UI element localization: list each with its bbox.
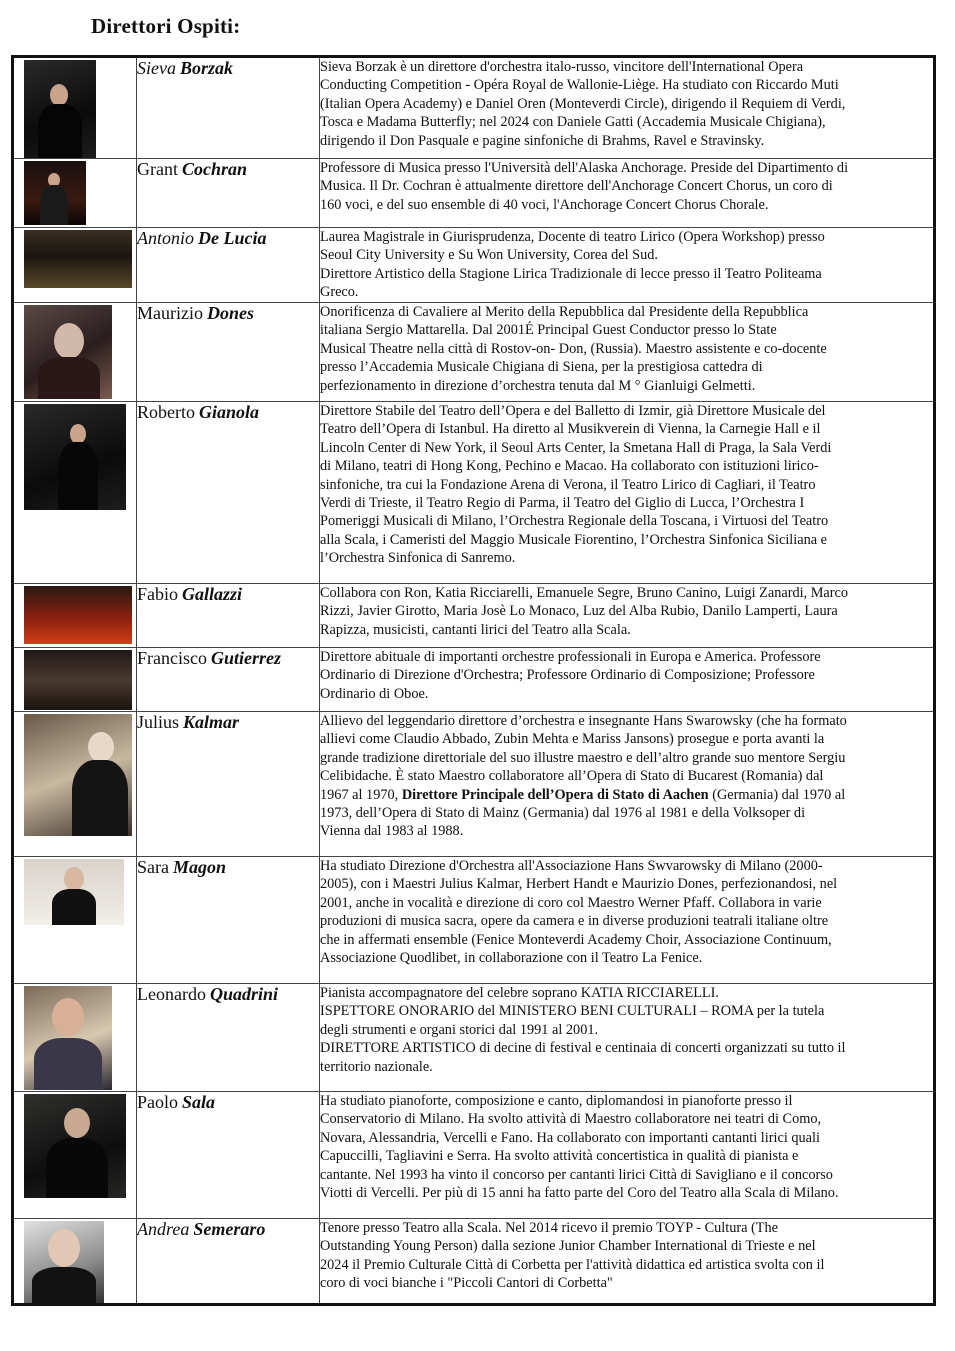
director-row: [13, 303, 935, 402]
bio-line: Laurea Magistrale in Giurisprudenza, Docente di teatro Lirico (Opera Workshop) presso: [320, 229, 825, 245]
director-bio: [320, 402, 935, 584]
bio-line: Musical Theatre nella città di Rostov-on- Don, (Russia). Maestro assistente e co-docente: [320, 340, 827, 357]
bio-line: 2005), con i Maestri Julius Kalmar, Herbert Handt e Maurizio Dones, perfezionandosi, nel: [320, 876, 838, 893]
director-first-name: Leonardo: [137, 984, 206, 1004]
bio-line: coro di voci bianche i "Piccoli Cantori di Corbetta": [320, 1275, 613, 1292]
portrait-grey-hair-photo: [24, 305, 112, 399]
director-last-name: Cochran: [181, 159, 248, 179]
director-first-name: Sieva: [137, 58, 176, 78]
director-bio: [320, 648, 935, 712]
director-first-name: Roberto: [137, 402, 195, 422]
bio-line: Lincoln Center di New York, il Seoul Arts Center, la Smetana Hall di Praga, la Sala Verdi: [320, 439, 832, 456]
female-conductor-photo: [24, 859, 124, 925]
director-last-name: Magon: [172, 857, 226, 877]
director-bio: [320, 159, 935, 228]
bald-man-photo: [24, 1094, 126, 1198]
bio-line: grande tradizione direttoriale del suo illustre maestro e dell’altro grande suo mentore Sergiu: [320, 749, 846, 766]
bio-line: Direttore Artistico della Stagione Lirica Tradizionale di lecce presso il Teatro Politeama: [320, 265, 822, 282]
bio-line: Allievo del leggendario direttore d’orchestra e insegnante Hans Swarowsky (che ha formato: [320, 713, 847, 729]
directors-table: [11, 55, 936, 1306]
bio-line: Professore di Musica presso l'Università dell'Alaska Anchorage. Preside del Dipartimento di: [320, 160, 849, 176]
orchestra-red-stage-photo: [24, 586, 132, 644]
bio-line: Rapizza, musicisti, cantanti lirici del Teatro alla Scala.: [320, 621, 631, 638]
director-row: [13, 712, 935, 857]
conductor-portrait-photo: [24, 60, 96, 158]
director-bio: [320, 57, 935, 159]
director-first-name: Antonio: [137, 228, 194, 248]
director-last-name: Borzak: [179, 58, 233, 78]
bio-line: Tenore presso Teatro alla Scala. Nel 2014 ricevo il premio TOYP - Cultura (The: [320, 1220, 779, 1236]
director-first-name: Sara: [137, 857, 169, 877]
bio-line: Musica. Il Dr. Cochran è attualmente direttore dell'Anchorage Concert Chorus, un coro di: [320, 178, 833, 195]
director-bio: [320, 712, 935, 857]
bio-line: Direttore abituale di importanti orchestre professionali in Europa e America. Professore: [320, 649, 821, 665]
bio-line: Collabora con Ron, Katia Ricciarelli, Emanuele Segre, Bruno Canino, Luigi Zanardi, Marco: [320, 585, 849, 601]
bio-highlight: Direttore Principale dell’Opera di Stato di Aachen: [401, 786, 709, 803]
director-row: [13, 228, 935, 303]
director-last-name: Kalmar: [183, 712, 240, 732]
director-bio: [320, 228, 935, 303]
bio-line: 160 voci, e del suo ensemble di 40 voci, l'Anchorage Concert Chorus Chorale.: [320, 196, 769, 213]
director-row: [13, 584, 935, 648]
bio-line: produzioni di musica sacra, opere da camera e in diverse produzioni teatrali italiane oltre: [320, 913, 829, 930]
orchestra-performance-photo: [24, 650, 132, 710]
bio-line: Seoul City University e Su Won University, Corea del Sud.: [320, 247, 658, 264]
bio-line: (Italian Opera Academy) e Daniel Oren (Monteverdi Circle), dirigendo il Requiem di Verdi,: [320, 95, 846, 112]
director-last-name: Sala: [182, 1092, 216, 1112]
bio-line: l’Orchestra Sinfonica di Sanremo.: [320, 550, 516, 567]
bio-line: sinfoniche, tra cui la Fondazione Arena di Verona, il Teatro Lirico di Cagliari, il Teatro: [320, 476, 816, 493]
director-first-name: Grant: [137, 159, 178, 179]
bio-line: di Milano, teatri di Hong Kong, Pechino e Macao. Ha collaborato con istituzioni lirico-: [320, 458, 819, 475]
elderly-conductor-photo: [24, 714, 132, 836]
director-first-name: Andrea: [137, 1219, 190, 1239]
bio-line: dirigendo il Don Pasquale e pagine sinfoniche di Brahms, Ravel e Stravinsky.: [320, 132, 765, 149]
bio-line: che in affermati ensemble (Fenice Monteverdi Academy Choir, Associazione Continuum,: [320, 931, 832, 948]
bio-line: 2001, anche in vocalità e direzione di coro col Maestro Werner Pfaff. Collabora in varie: [320, 894, 822, 911]
bio-line: Viotti di Vercelli. Per più di 15 anni ha fatto parte del Coro del Teatro alla Scala di Milano.: [320, 1185, 839, 1202]
director-last-name: Quadrini: [209, 984, 278, 1004]
director-row: [13, 984, 935, 1092]
bio-line: Associazione Quodlibet, in collaborazione con il Teatro La Fenice.: [320, 950, 703, 967]
bio-line: Vienna dal 1983 al 1988.: [320, 823, 464, 840]
orchestra-in-church-photo: [24, 230, 132, 288]
bio-line: Conservatorio di Milano. Ha svolto attività di Maestro collaboratore nei teatri di Como,: [320, 1111, 822, 1128]
bio-line: Ha studiato pianoforte, composizione e canto, diplomandosi in pianoforte presso il: [320, 1093, 793, 1109]
bio-line: Tosca e Madama Butterfly; nel 2024 con Daniele Gatti (Accademia Musicale Chigiana),: [320, 114, 826, 131]
bio-line: perfezionamento in direzione d’orchestra tenuta dal M ° Gianluigi Gelmetti.: [320, 377, 756, 394]
bio-line: DIRETTORE ARTISTICO di decine di festival e centinaia di concerti organizzati su tutto il: [320, 1040, 846, 1057]
page-title: Direttori Ospiti:: [91, 14, 241, 38]
director-first-name: Paolo: [137, 1092, 179, 1112]
bio-line: Verdi di Trieste, il Teatro Regio di Parma, il Teatro del Giglio di Lucca, l’Orchestra I: [320, 495, 805, 512]
bio-text: (Germania) dal 1970 al: [708, 786, 846, 803]
bio-line: degli strumenti e organi storici dal 1991 al 2001.: [320, 1021, 599, 1038]
director-bio: [320, 584, 935, 648]
bio-line: Rizzi, Javier Girotto, Maria Josè Lo Monaco, Luz del Alba Rubio, Danilo Lamperti, Laura: [320, 603, 838, 620]
bio-line: Onorificenza di Cavaliere al Merito della Repubblica dal Presidente della Repubblica: [320, 304, 809, 320]
director-row: [13, 857, 935, 984]
director-bio: [320, 984, 935, 1092]
director-row: [13, 648, 935, 712]
bio-text: 1967 al 1970,: [320, 786, 402, 803]
bio-line: Pomeriggi Musicali di Milano, l’Orchestra Regionale della Toscana, i Virtuosi del Teatro: [320, 513, 829, 530]
director-row: [13, 402, 935, 584]
bio-line: italiana Sergio Mattarella. Dal 2001É Principal Guest Conductor presso lo State: [320, 322, 777, 339]
director-bio: [320, 857, 935, 984]
director-row: [13, 159, 935, 228]
bio-line: Outstanding Young Person) dalla sezione Junior Chamber International di Trieste e nel: [320, 1238, 816, 1255]
bio-line: presso l’Accademia Musicale Chigiana di Siena, per la prestigiosa cattedra di: [320, 359, 763, 376]
bio-line: Conducting Competition - Opéra Royal de Wallonie-Liège. Ha studiato con Riccardo Muti: [320, 77, 839, 94]
director-first-name: Julius: [137, 712, 180, 732]
bio-line: Teatro dell’Opera di Istanbul. Ha diretto al Musikverein di Vienna, la Carnegie Hall e il: [320, 421, 821, 438]
director-last-name: Gallazzi: [182, 584, 243, 604]
bio-line: Ordinario di Oboe.: [320, 685, 429, 702]
director-row: [13, 57, 935, 159]
bio-line: Ha studiato Direzione d'Orchestra all'Associazione Hans Swvarowsky di Milano (2000-: [320, 858, 823, 874]
director-last-name: Dones: [206, 303, 254, 323]
director-bio: [320, 303, 935, 402]
bio-line: Pianista accompagnatore del celebre soprano KATIA RICCIARELLI.: [320, 985, 719, 1001]
director-last-name: De Lucia: [198, 228, 267, 248]
bio-line: allievi come Claudio Abbado, Zubin Mehta e Mariss Jansons) prosegue e porta avanti la: [320, 731, 825, 748]
bio-line: cantante. Nel 1993 ha vinto il concorso per cantanti lirici Città di Savigliano e il concorso: [320, 1166, 833, 1183]
director-row: [13, 1219, 935, 1305]
bio-line: territorio nazionale.: [320, 1058, 433, 1075]
conductor-with-baton-photo: [24, 404, 126, 510]
bio-line: Capuccilli, Tagliavini e Serra. Ha svolto attività concertistica in qualità di pianista e: [320, 1148, 799, 1165]
bio-line: 1973, dell’Opera di Stato di Mainz (Germania) dal 1976 al 1981 e della Volksoper di: [320, 805, 806, 822]
conductor-on-stage-photo: [24, 161, 86, 225]
bio-line: alla Scala, i Cameristi del Maggio Musicale Fiorentino, l’Orchestra Sinfonica Siciliana e: [320, 531, 828, 548]
bio-line: [320, 786, 933, 804]
director-last-name: Semeraro: [193, 1219, 266, 1239]
director-bio: [320, 1092, 935, 1219]
director-row: [13, 1092, 935, 1219]
bio-line: Celibidache. È stato Maestro collaboratore all’Opera di Stato di Bucarest (Romania) dal: [320, 768, 824, 785]
director-last-name: Gianola: [199, 402, 260, 422]
bio-line: Novara, Alessandria, Vercelli e Fano. Ha collaborato con importanti cantanti lirici quali: [320, 1129, 820, 1146]
bio-line: Greco.: [320, 284, 359, 301]
bio-line: Direttore Stabile del Teatro dell’Opera e del Balletto di Izmir, già Direttore Musicale del: [320, 403, 826, 419]
bio-line: Sieva Borzak è un direttore d'orchestra italo-russo, vincitore dell'International Opera: [320, 59, 804, 75]
tenor-portrait-photo: [24, 1221, 104, 1303]
bio-line: 2024 il Premio Culturale Città di Corbetta per l'attività didattica ed artistica svolta con il: [320, 1256, 825, 1273]
man-with-glasses-photo: [24, 986, 112, 1090]
director-first-name: Fabio: [137, 584, 179, 604]
bio-line: Ordinario di Direzione d'Orchestra; Professore Ordinario di Composizione; Professore: [320, 667, 815, 684]
director-first-name: Maurizio: [137, 303, 203, 323]
director-last-name: Gutierrez: [210, 648, 281, 668]
bio-line: ISPETTORE ONORARIO del MINISTERO BENI CULTURALI – ROMA per la tutela: [320, 1003, 825, 1020]
director-first-name: Francisco: [137, 648, 207, 668]
director-bio: [320, 1219, 935, 1305]
